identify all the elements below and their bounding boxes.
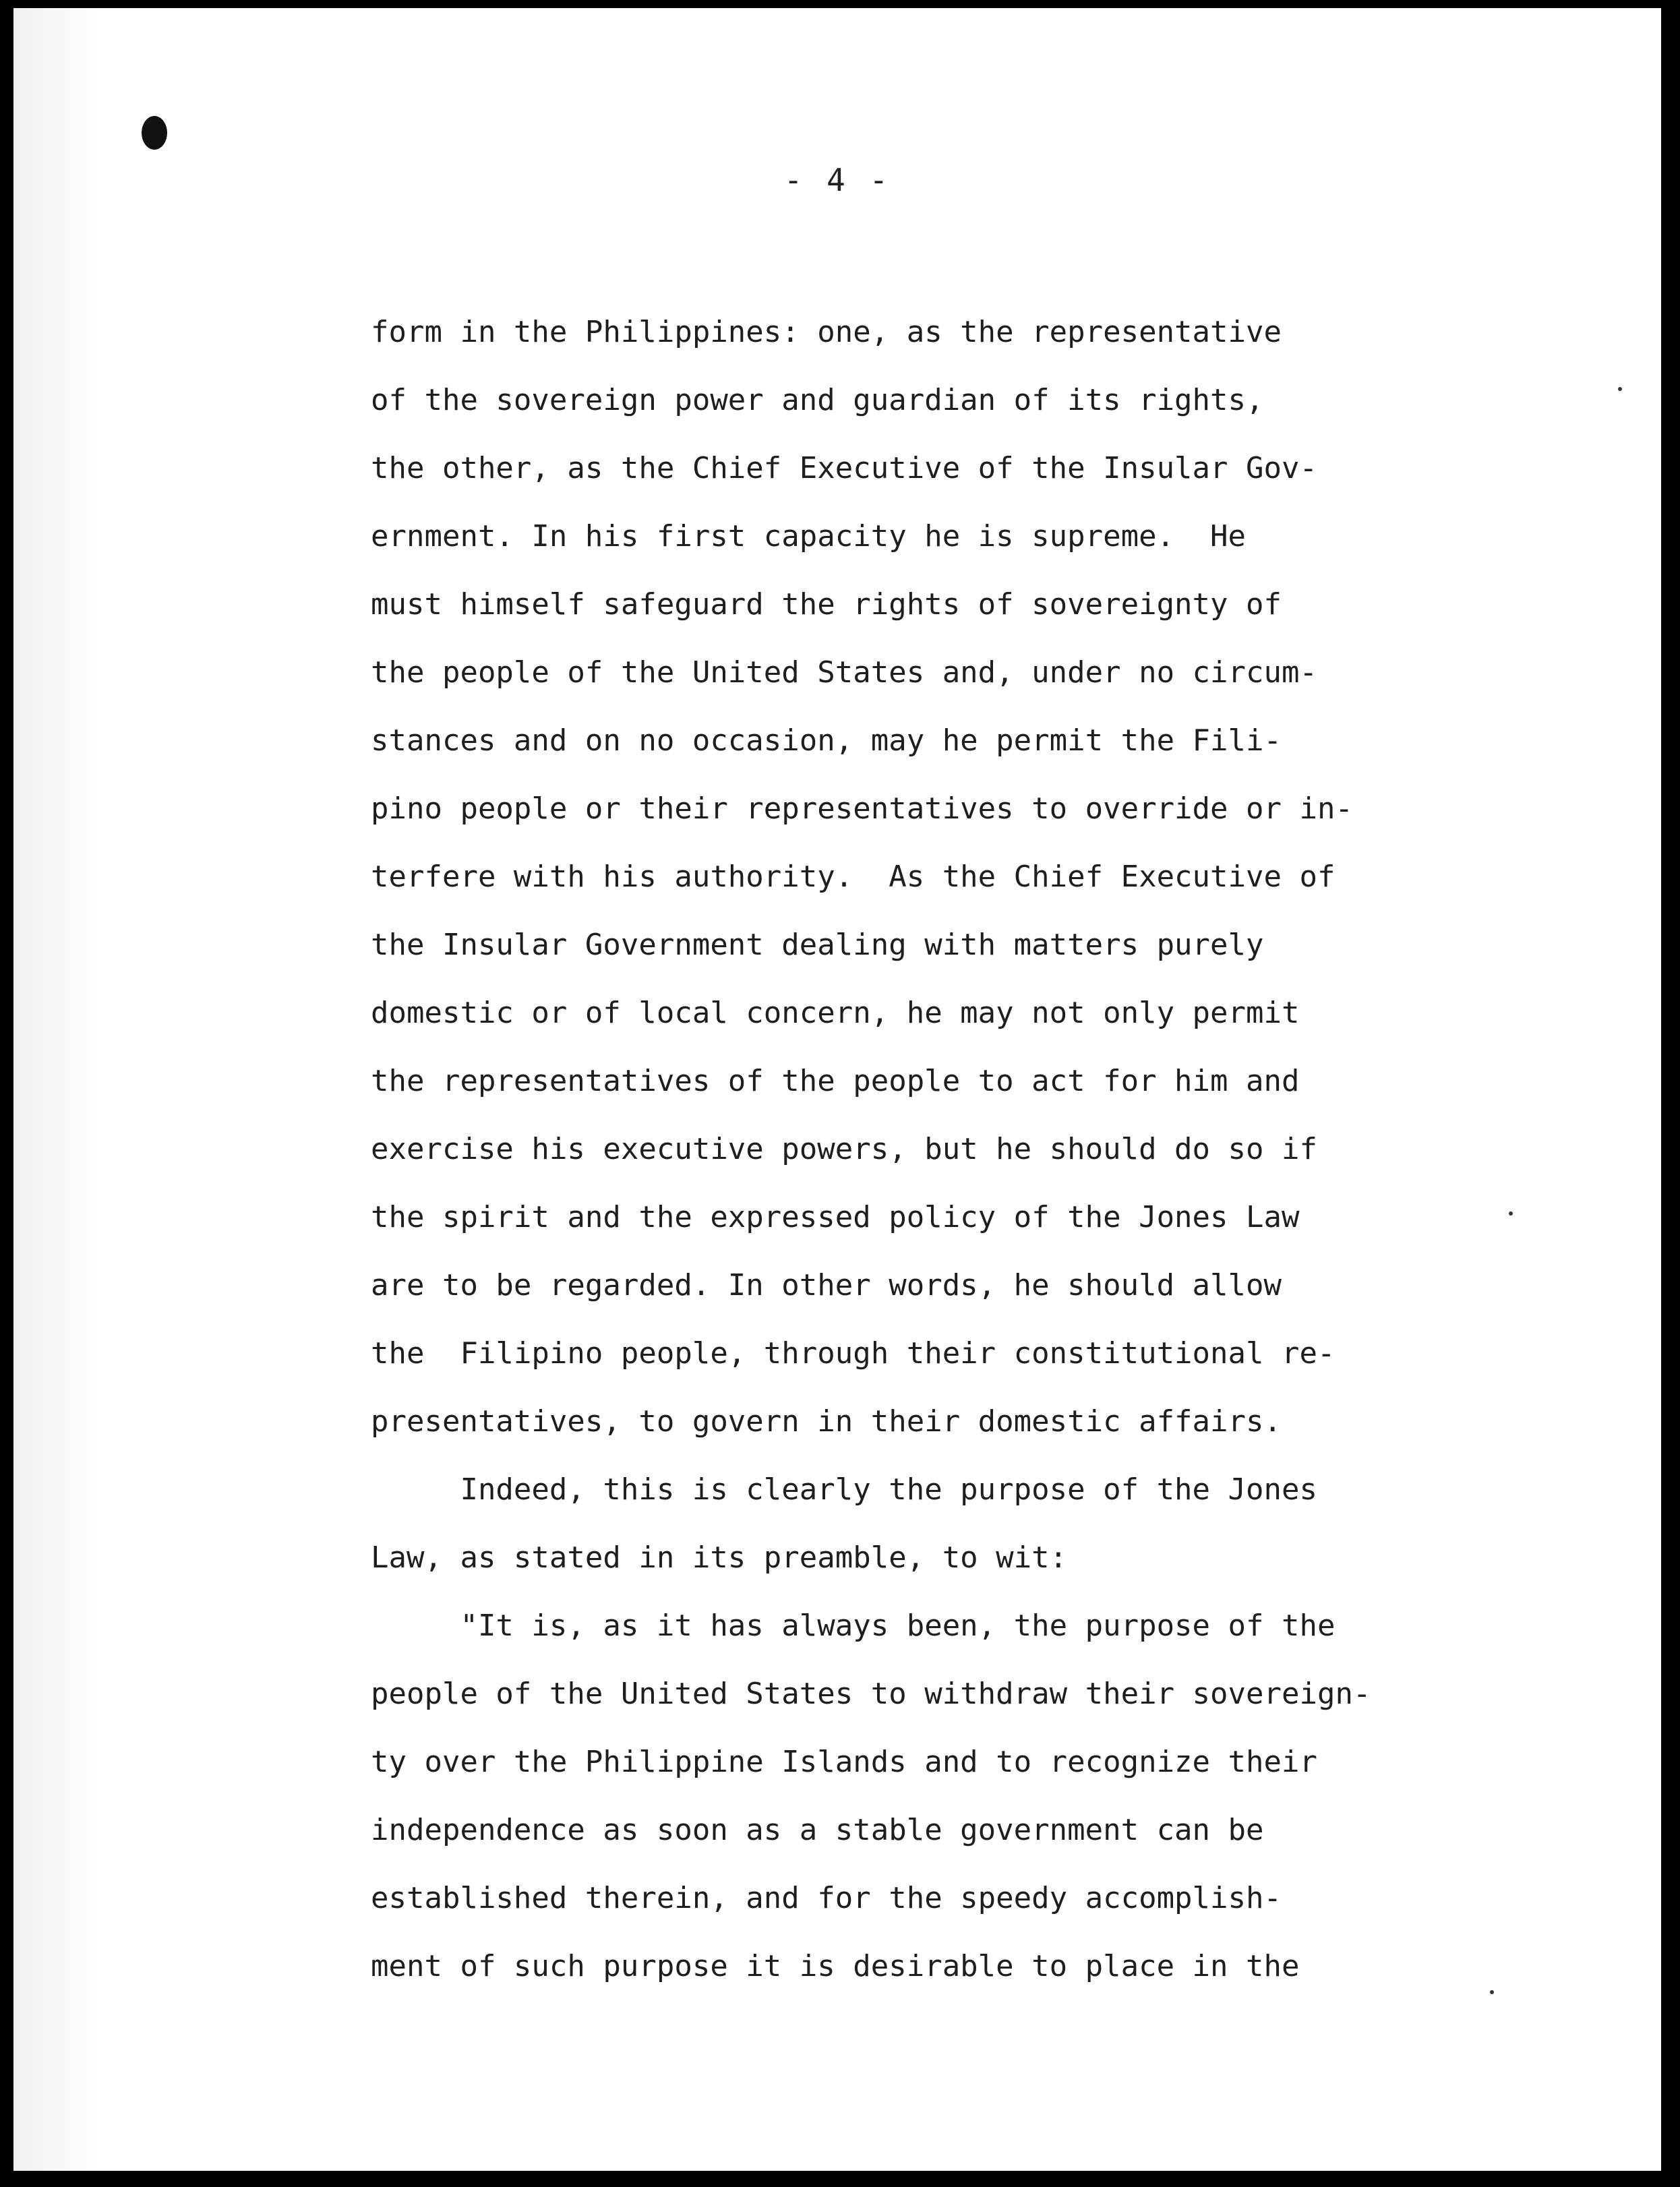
text-line: people of the United States to withdraw their sovereign-: [371, 1677, 1371, 1711]
document-body: [371, 298, 1551, 2000]
text-line: terfere with his authority. As the Chief Executive of: [371, 860, 1336, 894]
text-line: ment of such purpose it is desirable to place in the: [371, 1949, 1300, 1983]
text-line: Indeed, this is clearly the purpose of the Jones: [371, 1472, 1317, 1507]
text-line: domestic or of local concern, he may not only permit: [371, 996, 1300, 1030]
stray-mark: [1618, 387, 1622, 391]
stray-mark: [1509, 1211, 1513, 1216]
text-line: pino people or their representatives to override or in-: [371, 791, 1353, 826]
document-page: [13, 8, 1661, 2171]
text-line: "It is, as it has always been, the purpose of the: [371, 1609, 1336, 1643]
text-line: ernment. In his first capacity he is supreme. He: [371, 519, 1247, 553]
page-number: - 4 -: [783, 162, 891, 198]
text-line: must himself safeguard the rights of sovereignty of: [371, 587, 1282, 622]
text-line: of the sovereign power and guardian of its rights,: [371, 383, 1264, 417]
text-line: form in the Philippines: one, as the representative: [371, 315, 1282, 349]
text-line: established therein, and for the speedy accomplish-: [371, 1881, 1282, 1915]
text-line: the Filipino people, through their constitutional re-: [371, 1336, 1336, 1371]
text-line: the representatives of the people to act for him and: [371, 1064, 1300, 1098]
scan-edge-shading: [13, 8, 101, 2171]
text-line: ty over the Philippine Islands and to recognize their: [371, 1745, 1317, 1779]
stray-mark: [1490, 1990, 1494, 1994]
text-line: the other, as the Chief Executive of the Insular Gov-: [371, 451, 1317, 485]
text-line: independence as soon as a stable government can be: [371, 1813, 1264, 1847]
text-line: presentatives, to govern in their domestic affairs.: [371, 1404, 1282, 1439]
text-line: the Insular Government dealing with matters purely: [371, 928, 1264, 962]
text-line: exercise his executive powers, but he should do so if: [371, 1132, 1317, 1166]
text-line: the people of the United States and, under no circum-: [371, 655, 1317, 690]
punch-hole-mark: [142, 116, 167, 150]
text-line: the spirit and the expressed policy of the Jones Law: [371, 1200, 1300, 1234]
text-line: stances and on no occasion, may he permit the Fili-: [371, 723, 1282, 758]
text-line: Law, as stated in its preamble, to wit:: [371, 1540, 1068, 1575]
text-line: are to be regarded. In other words, he should allow: [371, 1268, 1282, 1302]
